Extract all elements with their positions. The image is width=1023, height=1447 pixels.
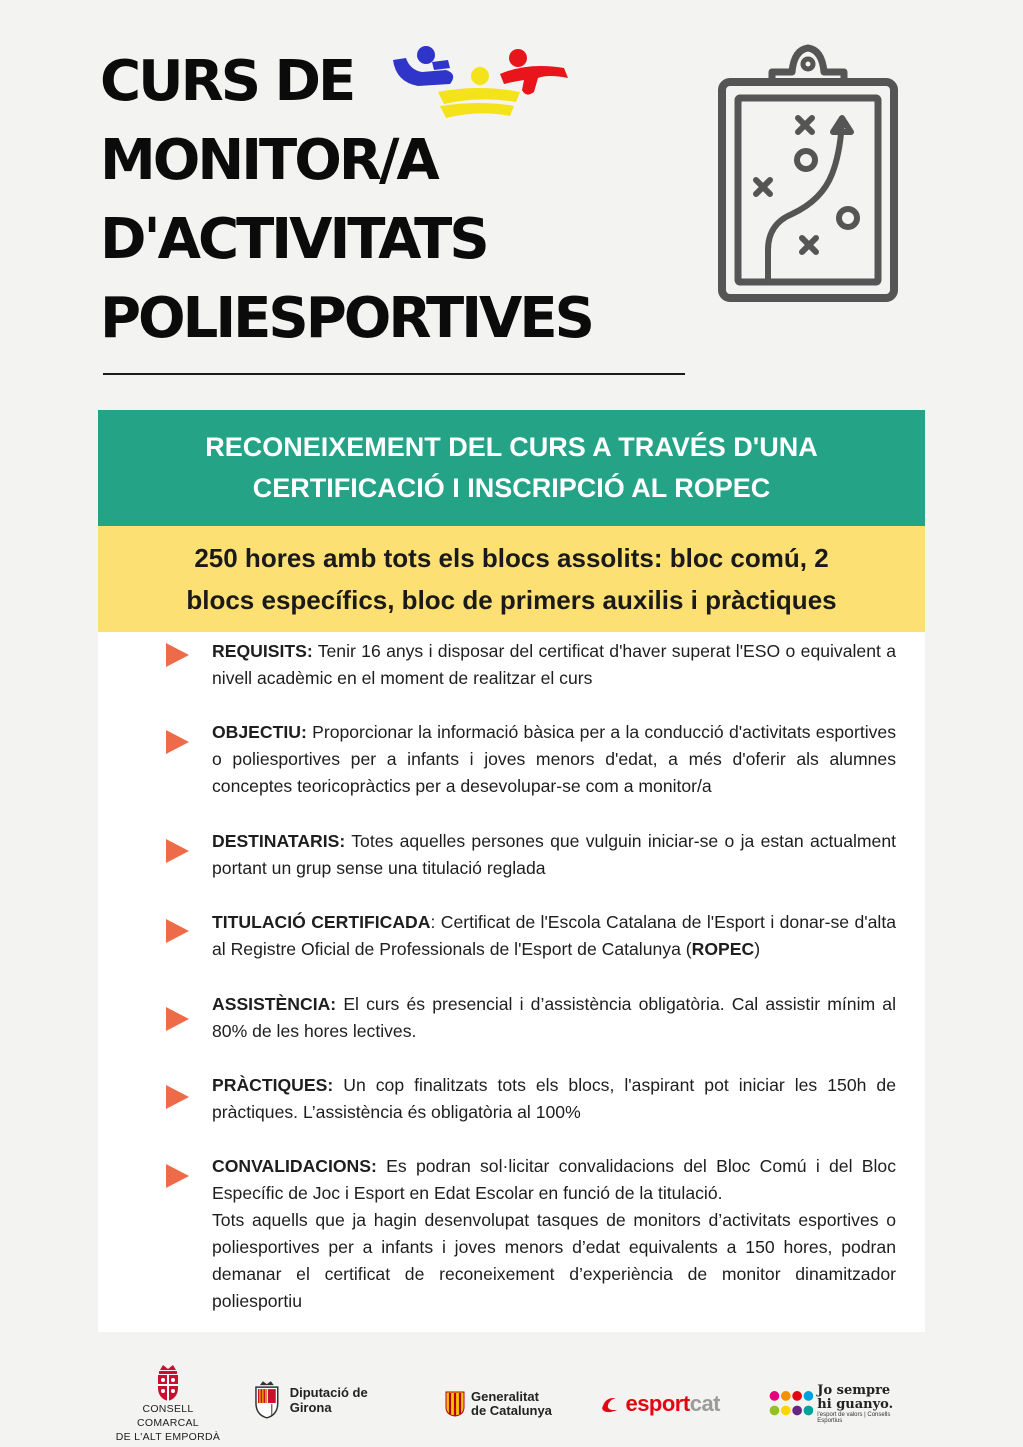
jo-line: Jo sempre (817, 1383, 891, 1398)
hours-banner (98, 526, 925, 632)
item-label: REQUISITS: (212, 641, 313, 661)
coat-of-arms-icon (153, 1364, 183, 1402)
arrow-right-icon (166, 643, 189, 667)
title-line: POLIESPORTIVES (100, 286, 592, 351)
senyera-icon (445, 1391, 465, 1417)
item-body-2: Tots aquells que ja hagin desenvolupat tasques de monitors d’activitats esportives o poliesportives per a infants i joves menors d’edat equivalents a 150 hores, podran demanar el certificat de reconeixement d’experiència de monitor dinamitzador poliesportiu (212, 1210, 896, 1311)
recognition-banner (98, 410, 925, 526)
sports-figures-logo (388, 40, 573, 120)
generalitat-name (471, 1390, 552, 1418)
banner-line: CERTIFICACIÓ I INSCRIPCIÓ AL ROPEC (252, 473, 771, 503)
arrow-right-icon (166, 1007, 189, 1031)
hours-line: blocs específics, bloc de primers auxilis i pràctiques (186, 585, 837, 615)
item-body: Proporcionar la informació bàsica per a la conducció d'activitats esportives o poliesportives per a infants i joves menors d'edat, a més d'oferir als alumnes conceptes teoricopràctics per a desevolupar-se com a monitor/a (212, 722, 896, 796)
consell-comarcal-logo (112, 1364, 224, 1444)
ropec-label: ROPEC (691, 939, 755, 959)
item-text (212, 719, 896, 800)
jo-sub-line: l'esport de valors (817, 1412, 863, 1418)
esportcat-name (625, 1391, 720, 1417)
consell-line: DE L'ALT EMPORDÀ (115, 1431, 221, 1443)
consell-line: CONSELL COMARCAL (137, 1403, 199, 1429)
esportcat-logo (600, 1388, 720, 1420)
arrow-right-icon (166, 1164, 189, 1188)
item-body: : Certificat de l'Escola Catalana de l'Esport i donar-se d'alta al Registre Oficial de Professionals de l'Esport de Catalunya ( (212, 912, 896, 959)
item-body: Totes aquelles persones que vulguin iniciar-se o ja estan actualment portant un grup sense una titulació reglada (212, 831, 896, 878)
arrow-right-icon (166, 1085, 189, 1109)
jo-line: hi guanyo. (817, 1397, 894, 1412)
arrow-right-icon (166, 919, 189, 943)
item-text (212, 638, 896, 692)
hours-line: 250 hores amb tots els blocs assolits: bloc comú, 2 (194, 543, 829, 573)
title-line: MONITOR/A (100, 128, 437, 193)
arrow-right-icon (166, 839, 189, 863)
consell-name (112, 1402, 224, 1444)
jo-sempre-text (817, 1384, 898, 1424)
sponsor-logos (0, 1350, 1023, 1447)
generalitat-logo (445, 1388, 565, 1420)
jo-sempre-hi-guanyo-logo (768, 1380, 898, 1428)
esportcat-name-a: esport (625, 1391, 690, 1416)
diputacio-girona-logo (252, 1380, 412, 1420)
item-label: DESTINATARIS: (212, 831, 346, 851)
generalitat-line: Generalitat (471, 1389, 539, 1404)
item-text (212, 1153, 896, 1315)
colored-dots-icon (768, 1384, 813, 1424)
item-text (212, 828, 896, 882)
diputacio-name: Diputació de Girona (289, 1385, 368, 1415)
item-text (212, 1072, 896, 1126)
item-label: OBJECTIU: (212, 722, 307, 742)
item-body: Es podran sol·licitar convalidacions del Bloc Comú i del Bloc Específic de Joc i Esport en Edat Escolar en funció de la titulació. (212, 1156, 896, 1203)
item-label: ASSISTÈNCIA: (212, 994, 337, 1014)
diputacio-shield-icon (252, 1381, 282, 1419)
item-body: El curs és presencial i d’assistència obligatòria. Cal assistir mínim al 80% de les hores lectives. (212, 994, 896, 1041)
item-label: TITULACIÓ CERTIFICADA (212, 912, 431, 932)
item-body: Un cop finalitzats tots els blocs, l'aspirant pot iniciar les 150h de pràctiques. L’assistència és obligatòria al 100% (212, 1075, 896, 1122)
item-label: PRÀCTIQUES: (212, 1075, 334, 1095)
item-text (212, 991, 896, 1045)
title-line: CURS DE (100, 49, 354, 114)
title-line: D'ACTIVITATS (100, 207, 487, 272)
item-text (212, 909, 896, 963)
tactics-clipboard-icon (710, 42, 905, 304)
generalitat-line: de Catalunya (471, 1403, 552, 1418)
esportcat-name-b: cat (689, 1391, 720, 1416)
item-body: Tenir 16 anys i disposar del certificat d'haver superat l'ESO o equivalent a nivell acadèmic en el moment de realitzar el curs (212, 641, 896, 688)
arrow-right-icon (166, 730, 189, 754)
jo-sub-line: Consells Esportius (817, 1412, 891, 1424)
esportcat-swoosh-icon (600, 1394, 623, 1414)
banner-line: RECONEIXEMENT DEL CURS A TRAVÉS D'UNA (205, 432, 818, 462)
item-body-end: ) (754, 939, 761, 959)
title-divider (103, 373, 685, 375)
jo-subtitle: l'esport de valors | Consells Esportius (817, 1412, 891, 1424)
item-label: CONVALIDACIONS: (212, 1156, 377, 1176)
